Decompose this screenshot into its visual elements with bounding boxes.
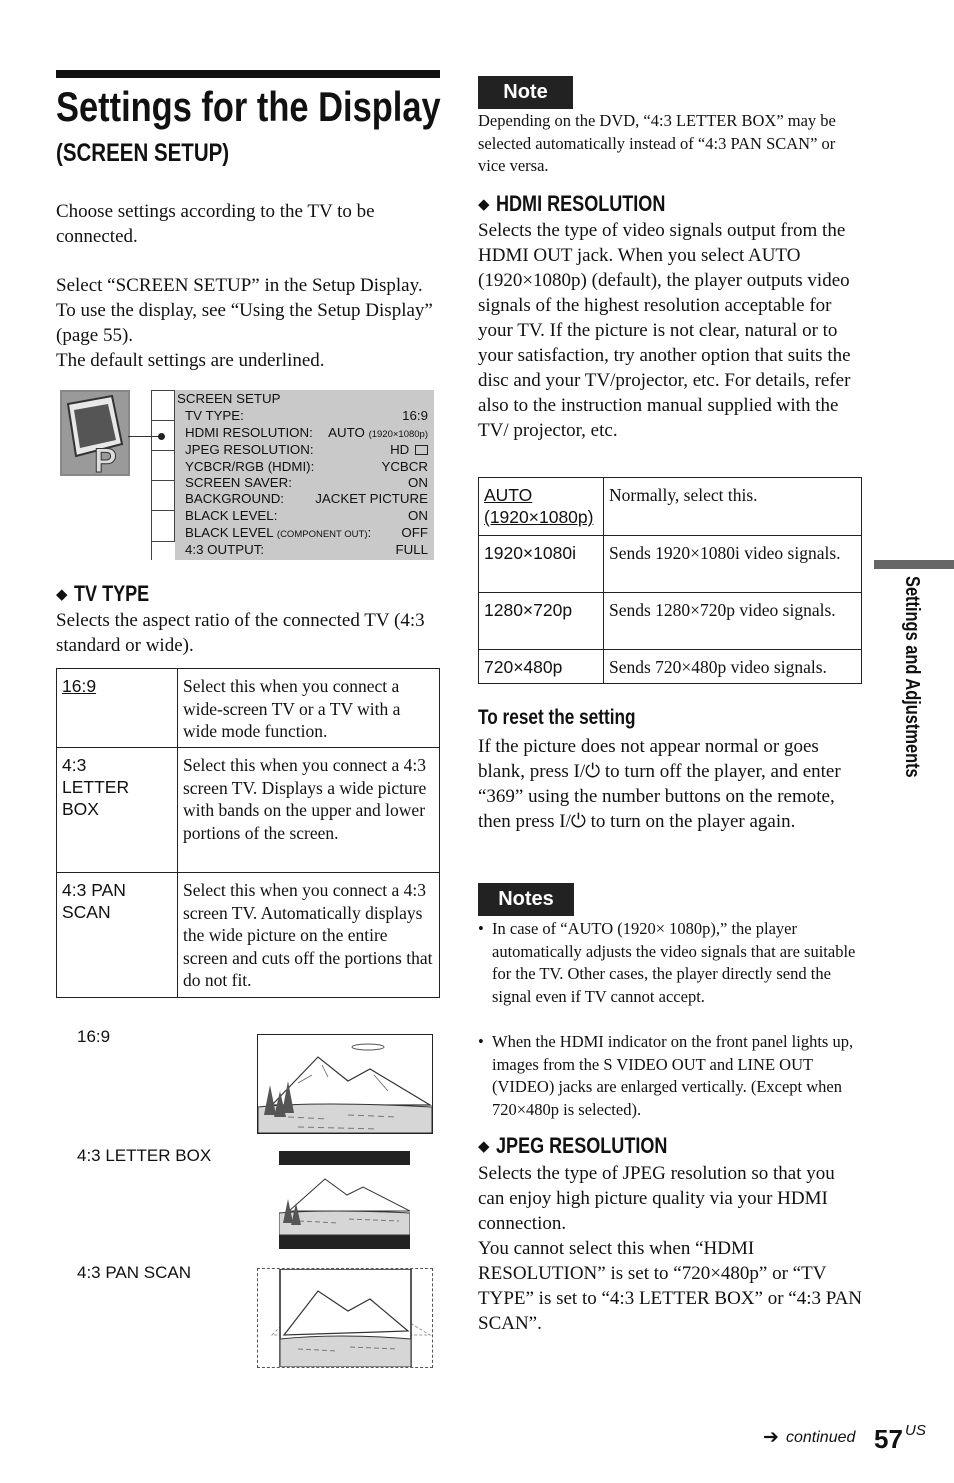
diamond-bullet-icon: ◆ [478,1139,490,1155]
table-row [479,593,862,650]
hdmi-resolution-table [478,477,862,684]
tv-type-table [56,668,440,998]
osd-title: SCREEN SETUP [177,391,281,406]
table-value: Sends 1280×720p video signals. [604,593,862,650]
list-item [478,918,858,1008]
tv-type-heading-text: TV TYPE [73,581,149,606]
note-badge: Note [478,76,573,109]
osd-value: FULL [395,542,428,557]
illustration-label-panscan: 4:3 PAN SCAN [77,1263,192,1282]
continued-label: continued [786,1429,856,1446]
note-item-text: When the HDMI indicator on the front panel lights up, images from the S VIDEO OUT and LINE OUT (VIDEO) jacks are enlarged vertically. (Except when 720×480p is selected). [492,1032,854,1119]
table-row [57,748,440,873]
title-rule [56,70,440,78]
screen-setup-icon [60,390,130,476]
osd-label-end: : [367,525,372,540]
svg-text:P: P [94,442,117,476]
bullet-icon: • [478,919,484,938]
osd-label: SCREEN SAVER: [185,475,292,490]
osd-value: OFF [401,525,428,540]
osd-row-screen-saver [185,474,428,491]
notes-badge: Notes [478,883,574,916]
table-key [479,478,604,536]
tv-type-heading [56,582,165,606]
table-value: Select this when you connect a 4:3 screen TV. Automatically displays the wide picture on the entire screen and cuts off the portions that do not fit. [178,873,440,998]
table-key [57,873,178,998]
page-subtitle: (SCREEN SETUP) [56,139,230,167]
osd-label: YCBCR/RGB (HDMI): [185,459,315,474]
table-row [479,650,862,684]
table-value: Select this when you connect a 4:3 screen TV. Displays a wide picture with bands on the upper and lower portions of the screen. [178,748,440,873]
list-item [478,1031,858,1121]
hdmi-resolution-heading-text: HDMI RESOLUTION [495,191,665,216]
arrow-right-icon: ➔ [763,1426,779,1448]
tv-type-description: Selects the aspect ratio of the connected TV (4:3 standard or wide). [56,610,425,656]
osd-row-hdmi-resolution [185,424,428,441]
illustration-label-letterbox: 4:3 LETTER BOX [77,1146,212,1165]
osd-row-black-level-component [185,524,428,541]
jpeg-resolution-restriction: You cannot select this when “HDMI RESOLUTION” is set to “720×480p” or “TV TYPE” is set to “4:3 LETTER BOX” or “4:3 PAN SCAN”. [478,1238,863,1334]
osd-tab-column [151,390,176,560]
side-tab-label-text: Settings and Adjustments [901,576,923,778]
widescreen-illustration [257,1034,433,1134]
osd-label: TV TYPE: [185,408,244,423]
reset-text: If the picture does not appear normal or goes blank, press I/⏻ to turn off the player, and enter “369” using the number buttons on the remote, then press I/⏻ to turn on the player again. [478,736,841,832]
osd-label: BACKGROUND: [185,491,284,506]
illustration-label-169: 16:9 [77,1027,111,1046]
osd-label-small: (COMPONENT OUT) [276,529,368,540]
osd-value: JACKET PICTURE [315,491,428,506]
osd-label: 4:3 OUTPUT: [185,542,265,557]
table-key: 1920×1080i [479,536,604,593]
osd-pointer-line [128,436,162,437]
table-row [57,669,440,748]
table-key [57,669,178,748]
diamond-bullet-icon: ◆ [56,587,68,603]
osd-label: HDMI RESOLUTION: [185,425,313,440]
osd-label: JPEG RESOLUTION: [185,442,314,457]
intro-instructions: Select “SCREEN SETUP” in the Setup Display. To use the display, see “Using the Setup Display” (page 55). [56,275,433,346]
page-suffix: US [905,1422,926,1439]
page-title: Settings for the Display [56,83,441,130]
osd-pointer-dot [158,433,165,440]
reset-heading: To reset the setting [478,706,636,729]
default-settings-note: The default settings are underlined. [56,350,325,371]
osd-value [390,441,428,458]
table-key-text: 4:3 PAN SCAN [62,880,126,922]
jpeg-resolution-heading [478,1134,705,1158]
table-row [479,478,862,536]
osd-row-ycbcr [185,458,428,475]
note-text: Depending on the DVD, “4:3 LETTER BOX” may be selected automatically instead of “4:3 PAN SCAN” or vice versa. [478,111,836,175]
osd-value-main: HD [390,442,410,457]
side-tab-bar [874,560,954,569]
table-key: 1280×720p [479,593,604,650]
hdmi-resolution-description: Selects the type of video signals output from the HDMI OUT jack. When you select AUTO (1920×1080p) (default), the player outputs video signals of the highest resolution acceptable for your TV. If the picture is not clear, natural or to your satisfaction, try another option that suits the disc and your TV/projector, etc. For details, refer also to the instruction manual supplied with the TV/ projector, etc. [478,220,851,441]
table-key-text: 16:9 [62,676,97,696]
osd-row-jpeg-resolution [185,441,428,458]
osd-row-43-output [185,541,428,558]
table-key: 4:3 LETTER BOX [57,748,178,873]
note-item-text: In case of “AUTO (1920× 1080p),” the player automatically adjusts the video signals that are suitable for the TV. Other cases, the player directly send the signal even if TV cannot accept. [492,919,856,1006]
osd-row-background [185,490,428,507]
panscan-illustration [257,1268,433,1368]
hdmi-resolution-heading [478,192,702,216]
screen-setup-osd [175,390,434,560]
table-key-text: AUTO (1920×1080p) [484,485,594,527]
table-value: Normally, select this. [604,478,862,536]
osd-value: YCBCR [381,459,428,474]
jpeg-resolution-description: Selects the type of JPEG resolution so that you can enjoy high picture quality via your HDMI connection. [478,1163,835,1234]
table-row [479,536,862,593]
table-row [57,873,440,998]
bullet-icon: • [478,1032,484,1051]
jpeg-resolution-heading-text: JPEG RESOLUTION [495,1133,667,1158]
osd-value: 16:9 [402,408,428,423]
osd-value-small: (1920×1080p) [368,429,428,440]
osd-value: ON [408,508,428,523]
osd-value: ON [408,475,428,490]
side-tab-label [900,576,926,796]
footer [760,1422,940,1462]
table-key: 720×480p [479,650,604,684]
table-value: Sends 720×480p video signals. [604,650,862,684]
osd-label: BLACK LEVEL: [185,508,278,523]
osd-value-main: AUTO [328,425,365,440]
table-value: Select this when you connect a wide-screen TV or a TV with a wide mode function. [178,669,440,748]
osd-row-black-level [185,507,428,524]
osd-row-tv-type [185,407,428,424]
intro-paragraph: Choose settings according to the TV to be connected. [56,201,375,247]
letterbox-illustration [279,1151,410,1249]
page-number: 57 [874,1424,903,1454]
table-value: Sends 1920×1080i video signals. [604,536,862,593]
hd-frame-icon [415,445,428,455]
osd-label-main: BLACK LEVEL [185,525,274,540]
diamond-bullet-icon: ◆ [478,197,490,213]
